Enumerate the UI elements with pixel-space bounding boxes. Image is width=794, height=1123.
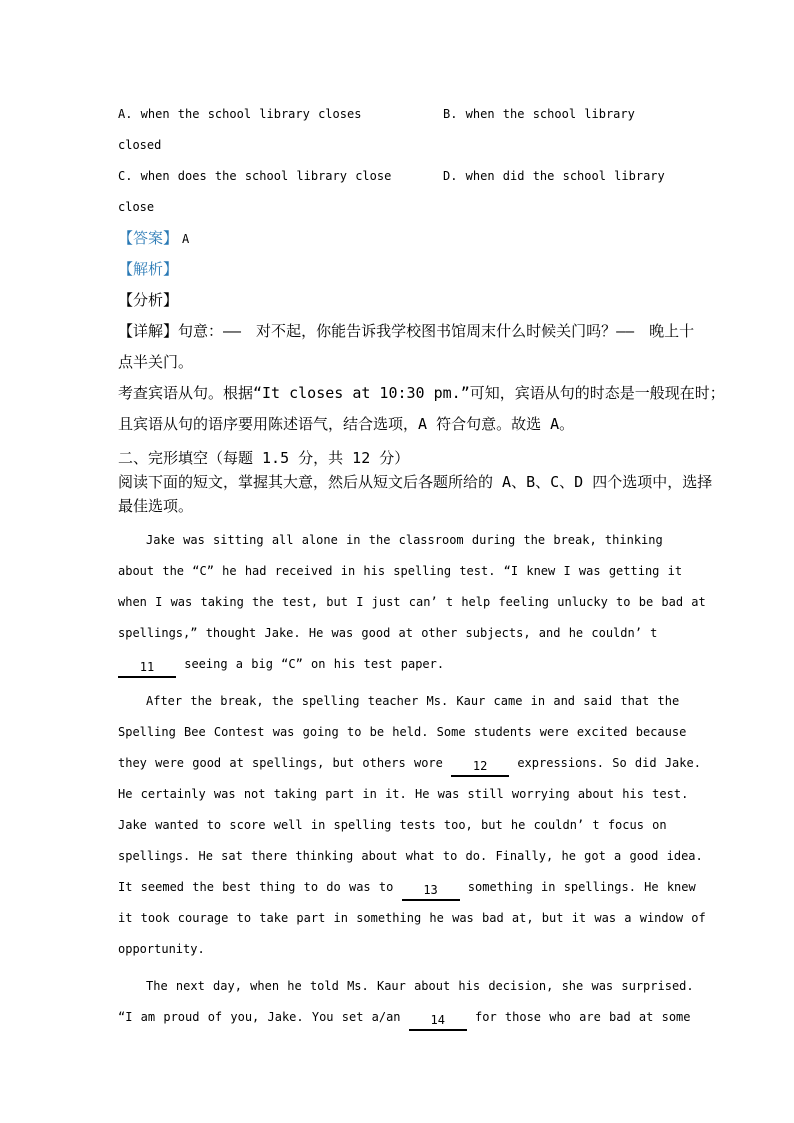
- passage-line: Jake was sitting all alone in the classroom during the break, thinking: [146, 533, 663, 547]
- option-d-continuation: close: [118, 200, 155, 214]
- passage-line: After the break, the spelling teacher Ms. Kaur came in and said that the: [146, 694, 680, 708]
- explanation-line: 点半关门。: [118, 353, 194, 371]
- explanation-line: 考查宾语从句。根据“It closes at 10:30 pm.”可知，宾语从句的时态是一般现在时；: [118, 384, 725, 402]
- option-b: B. when the school library: [443, 107, 635, 121]
- breakdown-line: [118, 285, 676, 316]
- explanation-line: 且宾语从句的语序要用陈述语气，结合选项，A 符合句意。故选 A。: [118, 415, 575, 433]
- passage-line: The next day, when he told Ms. Kaur about his decision, she was surprised.: [146, 979, 694, 993]
- section-instruction-line: 最佳选项。: [118, 497, 194, 515]
- passage-line: spellings,” thought Jake. He was good at other subjects, and he couldn’ t: [118, 626, 658, 640]
- passage-paragraph: [118, 686, 706, 965]
- cloze-passage: [118, 525, 706, 1033]
- option-row: [118, 130, 676, 161]
- option-row: [118, 99, 676, 130]
- option-c: C. when does the school library close: [118, 169, 392, 183]
- section-instruction-line: 阅读下面的短文，掌握其大意，然后从短文后各题所给的 A、B、C、D 四个选项中，选择: [118, 473, 713, 491]
- passage-line: Jake wanted to score well in spelling tests too, but he couldn’ t focus on: [118, 818, 667, 832]
- passage-line: 11 seeing a big “C” on his test paper.: [118, 649, 676, 680]
- cloze-blank-12: 12: [451, 758, 509, 777]
- answer-label: 【答案】: [118, 229, 179, 247]
- passage-line: He certainly was not taking part in it. He was still worrying about his test.: [118, 787, 689, 801]
- answer-line: [118, 223, 676, 254]
- passage-line: they were good at spellings, but others wore 12 expressions. So did Jake.: [118, 748, 676, 779]
- option-d: D. when did the school library: [443, 169, 665, 183]
- analysis-line: [118, 254, 676, 285]
- passage-line: It seemed the best thing to do was to 13 something in spellings. He knew: [118, 872, 676, 903]
- passage-line: “I am proud of you, Jake. You set a/an 14 for those who are bad at some: [118, 1002, 676, 1033]
- option-row: [118, 192, 676, 223]
- passage-line: when I was taking the test, but I just can’ t help feeling unlucky to be bad at: [118, 595, 706, 609]
- option-row: [118, 161, 676, 192]
- passage-line: opportunity.: [118, 942, 205, 956]
- answer-value: A: [182, 232, 190, 246]
- breakdown-label: 【分析】: [118, 291, 179, 309]
- analysis-label: 【解析】: [118, 260, 179, 278]
- passage-line: it took courage to take part in something he was bad at, but it was a window of: [118, 911, 706, 925]
- passage-paragraph: [118, 525, 706, 680]
- explanation-line: 【详解】句意：—— 对不起，你能告诉我学校图书馆周末什么时候关门吗？—— 晚上十: [118, 322, 695, 340]
- document-content: [118, 99, 725, 1039]
- passage-line: spellings. He sat there thinking about what to do. Finally, he got a good idea.: [118, 849, 703, 863]
- option-a: A. when the school library closes: [118, 107, 362, 121]
- cloze-blank-14: 14: [409, 1012, 467, 1031]
- option-b-continuation: closed: [118, 138, 162, 152]
- passage-line: about the “C” he had received in his spelling test. “I knew I was getting it: [118, 564, 683, 578]
- passage-line: Spelling Bee Contest was going to be held. Some students were excited because: [118, 725, 687, 739]
- section-heading: 二、完形填空（每题 1.5 分，共 12 分）: [118, 449, 410, 467]
- cloze-blank-13: 13: [402, 882, 460, 901]
- passage-paragraph: [118, 971, 694, 1033]
- cloze-blank-11: 11: [118, 659, 176, 678]
